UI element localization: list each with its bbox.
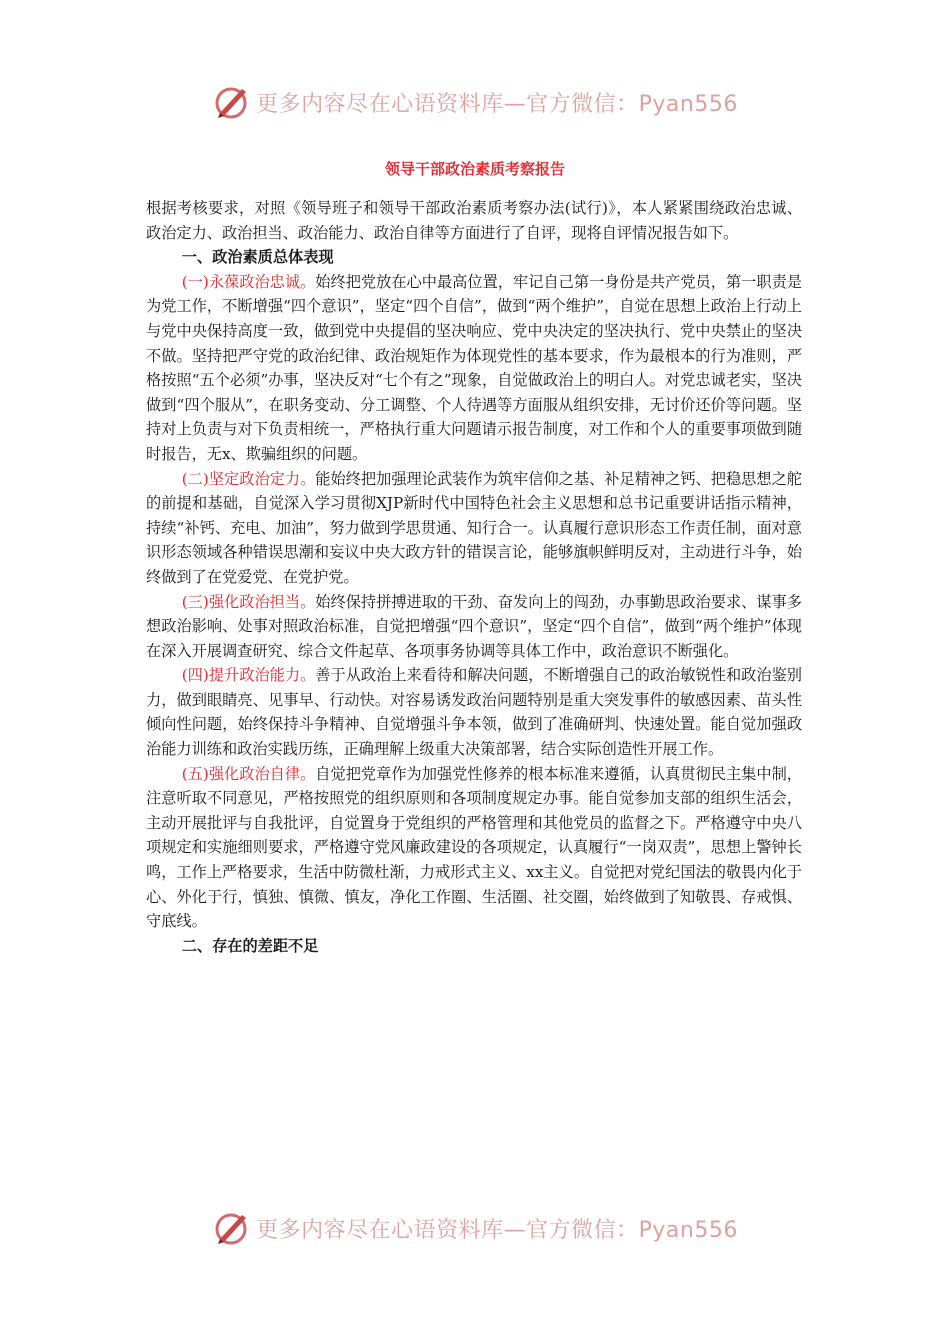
list-item bbox=[146, 663, 802, 761]
banner-text: 更多内容尽在心语资料库—官方微信：Pyan556 bbox=[256, 91, 738, 117]
item-head: (二)坚定政治定力。 bbox=[181, 469, 316, 488]
header-banner bbox=[0, 82, 950, 122]
section-heading: 二、存在的差距不足 bbox=[181, 936, 319, 955]
pen-logo-icon bbox=[212, 83, 252, 121]
list-item bbox=[146, 590, 802, 664]
document-title: 领导干部政治素质考察报告 bbox=[384, 160, 565, 178]
list-item bbox=[146, 270, 802, 467]
item-body: 善于从政治上来看待和解决问题，不断增强自己的政治敏锐性和政治鉴别力，做到眼睛亮、见事早、行动快。对容易诱发政治问题特别是重大突发事件的敏感因素、苗头性倾向性问题，始终保持斗争精神、自觉增强斗争本领，做到了准确研判、快速处置。能自觉加强政治能力训练和政治实践历练，正确理解上级重大决策部署，结合实际创造性开展工作。 bbox=[146, 666, 802, 759]
pen-logo-icon bbox=[212, 1209, 252, 1247]
item-body: 始终保持拼搏进取的干劲、奋发向上的闯劲，办事勤思政治要求、谋事多想政治影响、处事对照政治标准，自觉把增强“四个意识”，坚定“四个自信”，做到“两个维护”体现在深入开展调查研究、综合文件起草、各项事务协调等具体工作中，政治意识不断强化。 bbox=[146, 592, 802, 660]
item-body: 始终把党放在心中最高位置，牢记自己第一身份是共产党员，第一职责是为党工作，不断增强“四个意识”，坚定“四个自信”，做到“两个维护”，自觉在思想上政治上行动上与党中央保持高度一致，做到党中央提倡的坚决响应、党中央决定的坚决执行、党中央禁止的坚决不做。坚持把严守党的政治纪律、政治规矩作为体现党性的基本要求，作为最根本的行为准则，严格按照“五个必须”办事，坚决反对“七个有之”现象，自觉做政治上的明白人。对党忠诚老实，坚决做到“四个服从”，在职务变动、分工调整、个人待遇等方面服从组织安排，无讨价还价等问题。坚持对上负责与对下负责相统一，严格执行重大问题请示报告制度，对工作和个人的重要事项做到随时报告，无x、欺骗组织的问题。 bbox=[146, 272, 802, 463]
item-head: (三)强化政治担当。 bbox=[181, 592, 316, 611]
list-item bbox=[146, 467, 802, 590]
footer-banner bbox=[0, 1208, 950, 1248]
intro-paragraph: 根据考核要求，对照《领导班子和领导干部政治素质考察办法(试行)》，本人紧紧围绕政治忠诚、政治定力、政治担当、政治能力、政治自律等方面进行了自评，现将自评情况报告如下。 bbox=[146, 199, 802, 242]
banner-text: 更多内容尽在心语资料库—官方微信：Pyan556 bbox=[256, 1217, 738, 1243]
item-head: (五)强化政治自律。 bbox=[181, 764, 316, 783]
item-head: (一)永葆政治忠诚。 bbox=[181, 272, 316, 291]
item-body: 自觉把党章作为加强党性修养的根本标准来遵循，认真贯彻民主集中制，注意听取不同意见，严格按照党的组织原则和各项制度规定办事。能自觉参加支部的组织生活会，主动开展批评与自我批评，自觉置身于党组织的严格管理和其他党员的监督之下。严格遵守中央八项规定和实施细则要求，严格遵守党风廉政建设的各项规定，认真履行“一岗双责”，思想上警钟长鸣，工作上严格要求，生活中防微杜渐，力戒形式主义、xx主义。自觉把对党纪国法的敬畏内化于心、外化于行，慎独、慎微、慎友，净化工作圈、生活圈、社交圈，始终做到了知敬畏、存戒惧、守底线。 bbox=[146, 764, 802, 931]
list-item bbox=[146, 762, 802, 934]
document-body bbox=[146, 196, 802, 958]
section-heading: 一、政治素质总体表现 bbox=[181, 248, 334, 267]
item-body: 能始终把加强理论武装作为筑牢信仰之基、补足精神之钙、把稳思想之舵的前提和基础，自觉深入学习贯彻XJP新时代中国特色社会主义思想和总书记重要讲话指示精神，持续“补钙、充电、加油”，努力做到学思贯通、知行合一。认真履行意识形态工作责任制，面对意识形态领域各种错误思潮和妄议中央大政方针的错误言论，能够旗帜鲜明反对，主动进行斗争，始终做到了在党爱党、在党护党。 bbox=[146, 469, 802, 586]
item-head: (四)提升政治能力。 bbox=[181, 666, 316, 685]
